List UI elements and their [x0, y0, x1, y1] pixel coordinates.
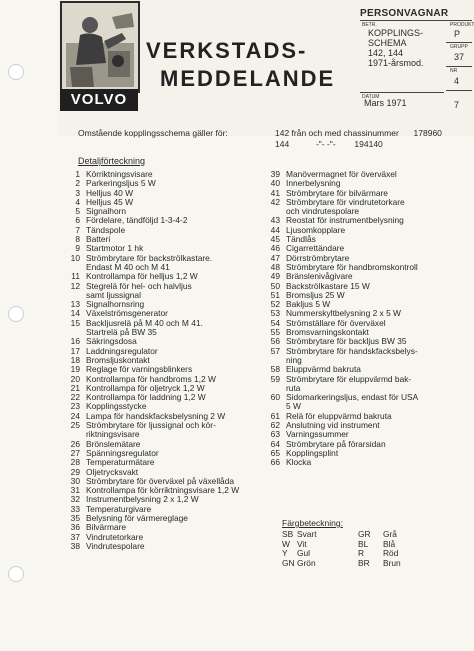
item-number: 4: [75, 196, 80, 207]
title-line-2: MEDDELANDE: [160, 66, 336, 91]
item-text: Temperaturmätare: [86, 457, 155, 468]
divider: [446, 42, 472, 43]
item-number: 43: [270, 215, 280, 226]
color-code: Y: [282, 548, 288, 558]
item-text: Kopplingsstycke: [86, 401, 147, 412]
chassis-number: 194140: [354, 139, 383, 149]
item-text: Oljetrycksvakt: [86, 466, 139, 477]
item-text: Kontrollampa för helljus 1,2 W: [86, 271, 198, 282]
item-number: 20: [70, 373, 80, 384]
chassis-number: 178960: [413, 128, 442, 138]
item-text: Brönslemätare: [86, 438, 141, 449]
item-number: 30: [70, 475, 80, 486]
divider: [360, 92, 444, 93]
item-text: Strömbrytare för backströlkastare.: [86, 252, 213, 263]
item-text: Växelströmsgenerator: [86, 308, 168, 319]
subject-line: SCHEMA: [368, 38, 407, 48]
category-label: PERSONVAGNAR: [360, 8, 449, 19]
item-text: Signalhorn: [86, 206, 127, 217]
item-text: Kontrollampa för laddning 1,2 W: [86, 392, 206, 403]
item-text: Strömställare för överväxel: [286, 317, 386, 328]
title-line-1: VERKSTADS-: [146, 38, 308, 63]
item-text: Bilvärmare: [86, 522, 127, 533]
item-text: Instrumentbelysning 2 x 1,2 W: [86, 494, 199, 505]
color-row: [282, 559, 423, 569]
item-number: 32: [70, 494, 80, 505]
item-text: Nummerskyltbelysning 2 x 5 W: [286, 308, 401, 319]
color-name: Grå: [383, 529, 397, 539]
list-item: [56, 291, 239, 300]
item-number: 60: [270, 392, 280, 403]
item-number: 18: [70, 354, 80, 365]
item-number: 5: [75, 206, 80, 217]
color-code-title: Färgbeteckning:: [282, 518, 343, 528]
item-number: 65: [270, 447, 280, 458]
color-code: W: [282, 538, 290, 549]
divider: [446, 66, 472, 67]
nr-value: 4: [454, 76, 460, 86]
list-item: [56, 542, 239, 551]
item-text: Bromsljuskontakt: [86, 354, 150, 365]
chassis-line: [275, 139, 383, 149]
color-code-table: [282, 530, 423, 568]
item-text: Startmotor 1 hk: [86, 243, 144, 254]
item-number: 10: [70, 252, 80, 263]
list-item: [256, 347, 418, 356]
item-number: 50: [270, 280, 280, 291]
item-text: ning: [286, 354, 302, 365]
item-number: 35: [70, 512, 80, 523]
item-text: Stegrelä för hel- och halvljus: [86, 280, 192, 291]
item-text: riktningsvisare: [86, 429, 140, 440]
item-text: Belysning för värmereglage: [86, 512, 188, 523]
item-text: Fördelare, tändföljd 1-3-4-2: [86, 215, 188, 226]
item-number: 45: [270, 234, 280, 245]
item-text: Innerbelysning: [286, 178, 341, 189]
list-item: [256, 458, 418, 467]
item-text: 5 W: [286, 401, 301, 412]
item-text: Reglage för varningsblinkers: [86, 364, 193, 375]
item-number: 41: [270, 187, 280, 198]
item-number: 37: [70, 531, 80, 542]
color-name: Svart: [297, 529, 317, 539]
divider: [446, 90, 472, 91]
item-text: Backströlkastare 15 W: [286, 280, 370, 291]
color-name: Röd: [383, 548, 399, 558]
parts-list-right: [256, 170, 418, 468]
list-item: [56, 235, 239, 244]
item-text: Helljus 40 W: [86, 187, 134, 198]
item-text: Startrelä på BW 35: [86, 327, 157, 338]
item-number: 61: [270, 410, 280, 421]
item-number: 12: [70, 280, 80, 291]
item-text: Strömbrytare för handbromskontroll: [286, 261, 418, 272]
list-item: [56, 328, 239, 337]
item-text: Manövermagnet för överväxel: [286, 169, 397, 179]
color-code: BL: [358, 538, 369, 549]
item-text: Bakljus 5 W: [286, 299, 331, 310]
item-number: 55: [270, 327, 280, 338]
list-item: [256, 449, 418, 458]
item-text: Vindrutespolare: [86, 540, 145, 551]
item-number: 57: [270, 345, 280, 356]
item-number: 17: [70, 345, 80, 356]
item-text: ruta: [286, 382, 301, 393]
nr-label: NR: [450, 68, 458, 74]
subject-line: 142, 144: [368, 48, 404, 58]
item-text: Parkeringsljus 5 W: [86, 178, 156, 189]
color-code: BR: [358, 557, 370, 568]
item-text: Eluppvärmd bakruta: [286, 364, 361, 375]
list-item: [56, 430, 239, 439]
page-number: 7: [454, 100, 460, 110]
item-text: Bränslenivågivare: [286, 271, 353, 282]
item-number: 53: [270, 308, 280, 319]
section-title: Detaljförteckning: [78, 156, 146, 166]
bets-label: BETR.: [362, 22, 377, 28]
item-number: 46: [270, 243, 280, 254]
chassis-model: 144: [275, 139, 290, 149]
color-name: Gul: [297, 548, 311, 558]
color-code: SB: [282, 529, 294, 539]
item-text: Cigarrettändare: [286, 243, 345, 254]
list-item: [56, 282, 239, 291]
volvo-logo: VOLVO: [60, 89, 138, 111]
produkt-label: PRODUKT: [450, 22, 474, 28]
list-item: [56, 189, 239, 198]
item-text: Säkringsdosa: [86, 336, 137, 347]
item-number: 25: [70, 420, 80, 431]
item-text: Helljus 45 W: [86, 196, 134, 207]
item-text: Lampa för handskfacksbelysning 2 W: [86, 410, 226, 421]
item-text: Kontrollampa för oljetryck 1,2 W: [86, 382, 205, 393]
item-text: Relä för eluppvärmd bakruta: [286, 410, 392, 421]
color-name: Brun: [383, 557, 401, 568]
item-text: Backljusrelä på M 40 och M 41.: [86, 317, 203, 328]
item-text: Spänningsregulator: [86, 447, 159, 458]
item-number: 9: [75, 243, 80, 254]
item-text: Laddningsregulator: [86, 345, 158, 356]
list-item: [256, 226, 418, 235]
item-number: 63: [270, 429, 280, 440]
item-text: Tändlås: [286, 234, 316, 245]
item-text: Temperaturgivare: [86, 503, 152, 514]
list-item: [256, 375, 418, 384]
item-number: 22: [70, 392, 80, 403]
item-text: Anslutning vid instrument: [286, 420, 380, 431]
item-number: 54: [270, 317, 280, 328]
item-number: 49: [270, 271, 280, 282]
item-text: Klocka: [286, 457, 312, 468]
list-item: [56, 523, 239, 532]
item-text: Strömbrytare för vindrutetorkare: [286, 196, 405, 207]
item-text: Kontrollampa för handbroms 1,2 W: [86, 373, 216, 384]
divider: [360, 20, 472, 21]
chassis-model: 142 från och med chassinummer: [275, 128, 399, 138]
item-number: 29: [70, 466, 80, 477]
color-name: Vit: [297, 538, 307, 549]
list-item: [56, 226, 239, 235]
item-text: Strömbrytare för handskfacksbelys-: [286, 345, 418, 356]
item-text: Strömbrytare för eluppvärmd bak-: [286, 373, 412, 384]
item-text: Strömbrytare på förarsidan: [286, 438, 386, 449]
chassis-ditto: -"- -"-: [315, 139, 336, 149]
item-number: 40: [270, 178, 280, 189]
intro-text: Omstående kopplingsschema gäller för:: [78, 128, 228, 138]
mechanic-illustration: [60, 1, 140, 93]
item-text: Kopplingsplint: [286, 447, 339, 458]
color-code: R: [358, 548, 365, 558]
list-item: [256, 291, 418, 300]
chassis-line: [275, 128, 442, 138]
item-text: Signalhornsring: [86, 299, 145, 310]
item-text: Ljusomkopplare: [286, 224, 346, 235]
item-number: 31: [70, 485, 80, 496]
punch-hole: [8, 64, 24, 80]
punch-hole: [8, 566, 24, 582]
item-text: Batteri: [86, 234, 111, 245]
grupp-label: GRUPP: [450, 44, 468, 50]
item-number: 28: [70, 457, 80, 468]
item-number: 19: [70, 364, 80, 375]
item-number: 3: [75, 187, 80, 198]
item-number: 59: [270, 373, 280, 384]
item-text: Körriktningsvisare: [86, 169, 153, 179]
item-text: Reostat för instrumentbelysning: [286, 215, 404, 226]
item-text: Bromsljus 25 W: [286, 289, 345, 300]
item-number: 38: [70, 540, 80, 551]
item-number: 51: [270, 289, 280, 300]
item-number: 66: [270, 457, 280, 468]
item-number: 16: [70, 336, 80, 347]
list-item: [56, 514, 239, 523]
item-number: 62: [270, 420, 280, 431]
item-number: 2: [75, 178, 80, 189]
list-item: [56, 393, 239, 402]
item-text: Vindrutetorkare: [86, 531, 144, 542]
subject-line: KOPPLINGS-: [368, 28, 424, 38]
item-text: samt ljussignal: [86, 289, 141, 300]
item-number: 26: [70, 438, 80, 449]
item-number: 23: [70, 401, 80, 412]
item-text: Tändspole: [86, 224, 126, 235]
item-text: Varningssummer: [286, 429, 349, 440]
item-number: 6: [75, 215, 80, 226]
item-number: 42: [270, 196, 280, 207]
punch-hole: [8, 306, 24, 322]
list-item: [256, 393, 418, 402]
item-number: 24: [70, 410, 80, 421]
list-item: [56, 179, 239, 188]
item-number: 58: [270, 364, 280, 375]
item-number: 36: [70, 522, 80, 533]
item-number: 47: [270, 252, 280, 263]
color-code: GR: [358, 529, 371, 539]
item-number: 21: [70, 382, 80, 393]
item-number: 39: [270, 169, 280, 179]
item-text: Strömbrytare för ljussignal och kör-: [86, 420, 216, 431]
list-item: [56, 421, 239, 430]
item-text: Strömbrytare för bilvärmare: [286, 187, 388, 198]
item-text: Dörrströmbrytare: [286, 252, 350, 263]
item-number: 15: [70, 317, 80, 328]
datum-label: DATUM: [362, 94, 380, 100]
color-code: GN: [282, 557, 295, 568]
item-number: 8: [75, 234, 80, 245]
item-text: Endast M 40 och M 41: [86, 261, 170, 272]
produkt-value: P: [454, 29, 461, 39]
item-text: Bromsvarningskontakt: [286, 327, 369, 338]
list-item: [56, 533, 239, 542]
item-text: Strömbrytare för överväxel på växellåda: [86, 475, 235, 486]
list-item: [56, 458, 239, 467]
item-number: 52: [270, 299, 280, 310]
item-number: 64: [270, 438, 280, 449]
item-text: Kontrollampa för körriktningsvisare 1,2 W: [86, 485, 240, 496]
color-name: Grön: [297, 557, 316, 568]
item-number: 13: [70, 299, 80, 310]
list-item: [56, 198, 239, 207]
parts-list-left: [56, 170, 239, 551]
info-box: [360, 0, 472, 132]
item-number: 44: [270, 224, 280, 235]
item-number: 1: [75, 169, 80, 179]
grupp-value: 37: [454, 52, 465, 62]
color-name: Blå: [383, 538, 396, 549]
mechanic-image: [62, 3, 138, 91]
item-number: 11: [71, 271, 80, 282]
item-number: 14: [70, 308, 80, 319]
item-number: 48: [270, 261, 280, 272]
item-text: Strömbrytare för backljus BW 35: [286, 336, 407, 347]
subject-line: 1971-årsmod.: [368, 58, 424, 68]
item-text: och vindrutespolare: [286, 206, 360, 217]
date-value: Mars 1971: [364, 98, 407, 108]
item-number: 27: [70, 447, 80, 458]
item-number: 7: [75, 224, 80, 235]
item-number: 33: [70, 503, 80, 514]
item-text: Sidomarkeringsljus, endast för USA: [286, 392, 419, 403]
item-number: 56: [270, 336, 280, 347]
list-item: [56, 216, 239, 225]
